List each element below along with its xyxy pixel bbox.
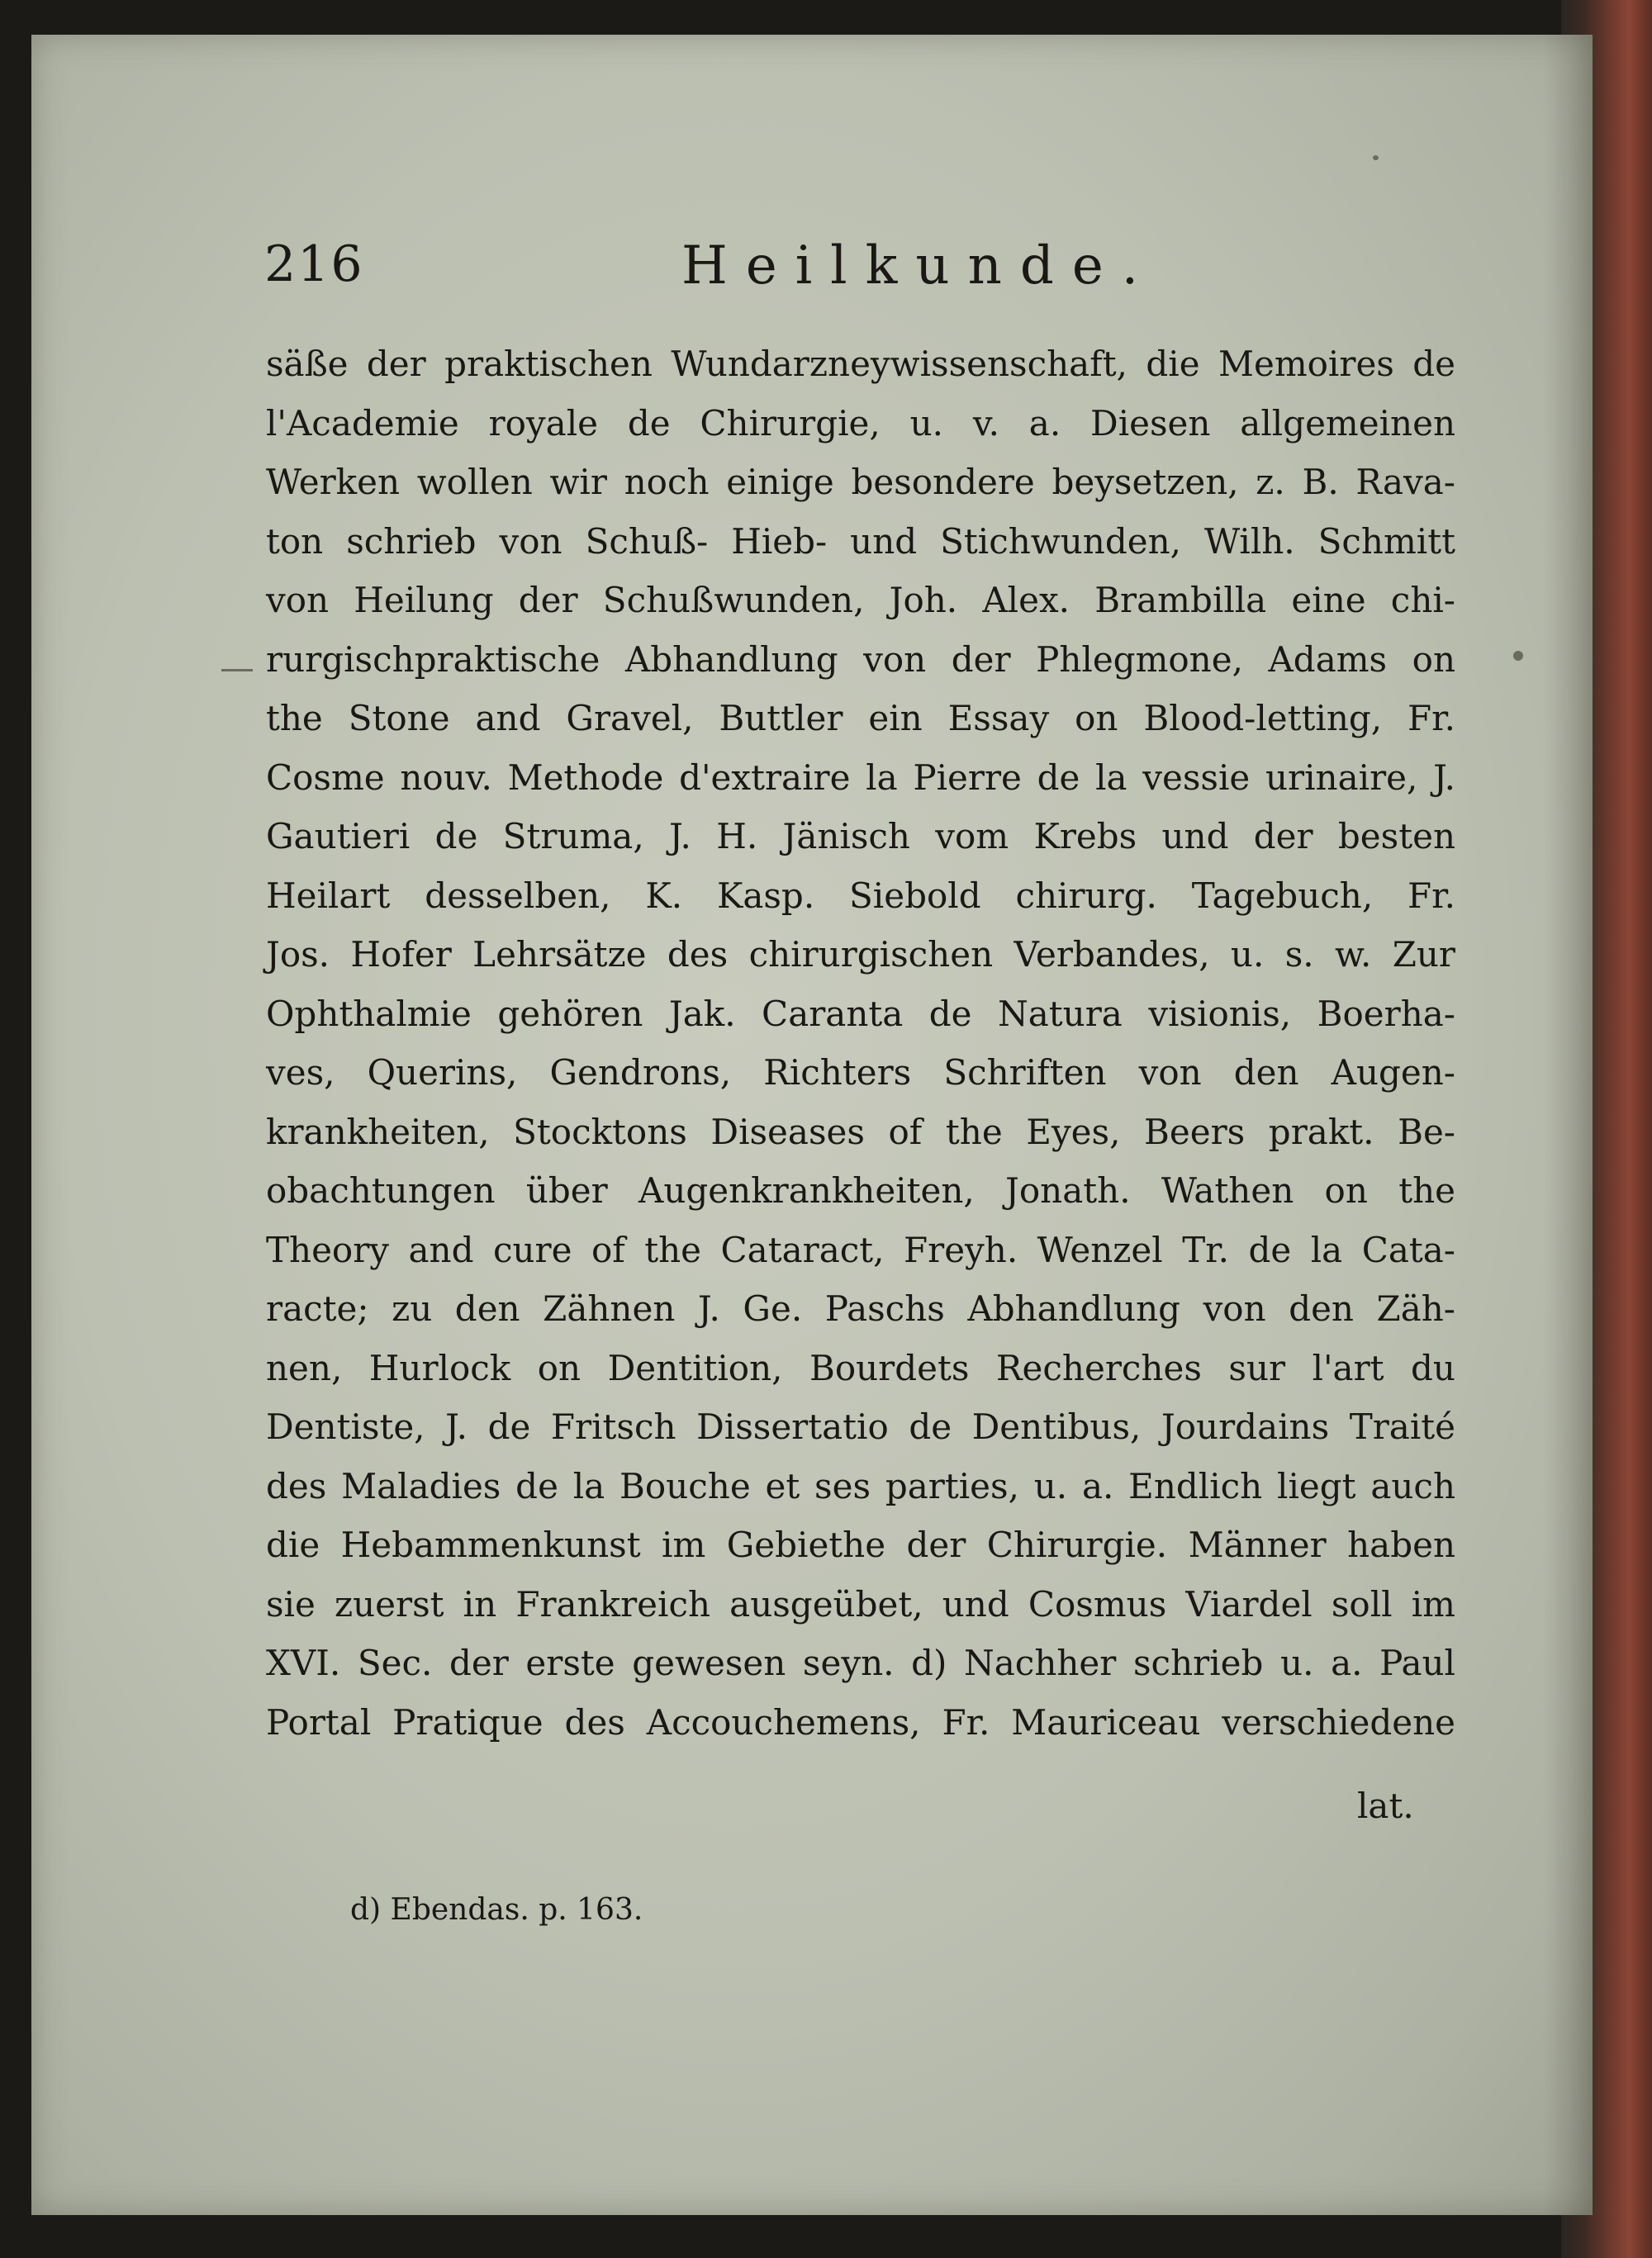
text-line: sie zuerst in Frankreich ausgeübet, und Cosmus Viardel soll im (266, 1583, 1455, 1625)
text-line: die Hebammenkunst im Gebiethe der Chirurgie. Männer haben (266, 1525, 1455, 1565)
text-line: krankheiten, Stocktons Diseases of the Eyes, Beers prakt. Be- (266, 1111, 1455, 1152)
text-line: nen, Hurlock on Dentition, Bourdets Recherches sur l'art du (266, 1347, 1455, 1388)
text-line: the Stone and Gravel, Buttler ein Essay on Blood-letting, Fr. (266, 698, 1455, 738)
text-line: des Maladies de la Bouche et ses parties, u. a. Endlich liegt auch (266, 1465, 1455, 1506)
margin-dash-mark (221, 669, 253, 671)
margin-dot-mark (1513, 651, 1523, 661)
margin-speck-mark (1373, 155, 1379, 160)
page-number: 216 (264, 235, 364, 293)
text-line: obachtungen über Augenkrankheiten, Jonath. Wathen on the (266, 1170, 1455, 1211)
text-line: Gautieri de Struma, J. H. Jänisch vom Krebs und der besten (266, 816, 1455, 856)
text-line: Cosme nouv. Methode d'extraire la Pierre de la vessie urinaire, J. (266, 757, 1455, 798)
text-line: Werken wollen wir noch einige besondere beysetzen, z. B. Rava- (266, 462, 1455, 502)
catchword: lat. (1357, 1786, 1414, 1826)
text-line: Dentiste, J. de Fritsch Dissertatio de Dentibus, Jourdains Traité (266, 1407, 1455, 1447)
text-line: Jos. Hofer Lehrsätze des chirurgischen Verbandes, u. s. w. Zur (266, 934, 1455, 975)
text-line: Ophthalmie gehören Jak. Caranta de Natura visionis, Boerha- (266, 993, 1455, 1034)
text-line: Heilart desselben, K. Kasp. Siebold chirurg. Tagebuch, Fr. (266, 875, 1455, 916)
text-line: ves, Querins, Gendrons, Richters Schriften von den Augen- (266, 1052, 1455, 1093)
text-line: racte; zu den Zähnen J. Ge. Paschs Abhandlung von den Zäh- (266, 1288, 1455, 1329)
text-line: Portal Pratique des Accouchemens, Fr. Mauriceau verschiedene (266, 1701, 1455, 1743)
page-header (264, 235, 1454, 326)
text-line: ton schrieb von Schuß- Hieb- und Stichwunden, Wilh. Schmitt (266, 520, 1455, 562)
body-text (266, 334, 1455, 1752)
running-title: Heilkunde. (681, 235, 1157, 296)
text-line: von Heilung der Schußwunden, Joh. Alex. Brambilla eine chi- (266, 580, 1455, 620)
text-line: säße der praktischen Wundarzneywissenschaft, die Memoires de (266, 344, 1455, 384)
page-gutter-shadow (1543, 35, 1593, 2215)
text-line: XVI. Sec. der erste gewesen seyn. d) Nachher schrieb u. a. Paul (266, 1643, 1455, 1683)
text-line: Theory and cure of the Cataract, Freyh. Wenzel Tr. de la Cata- (266, 1229, 1455, 1270)
text-line: rurgischpraktische Abhandlung von der Phlegmone, Adams on (266, 638, 1455, 680)
footnote: d) Ebendas. p. 163. (350, 1893, 643, 1927)
text-line: l'Academie royale de Chirurgie, u. v. a. Diesen allgemeinen (266, 402, 1455, 444)
